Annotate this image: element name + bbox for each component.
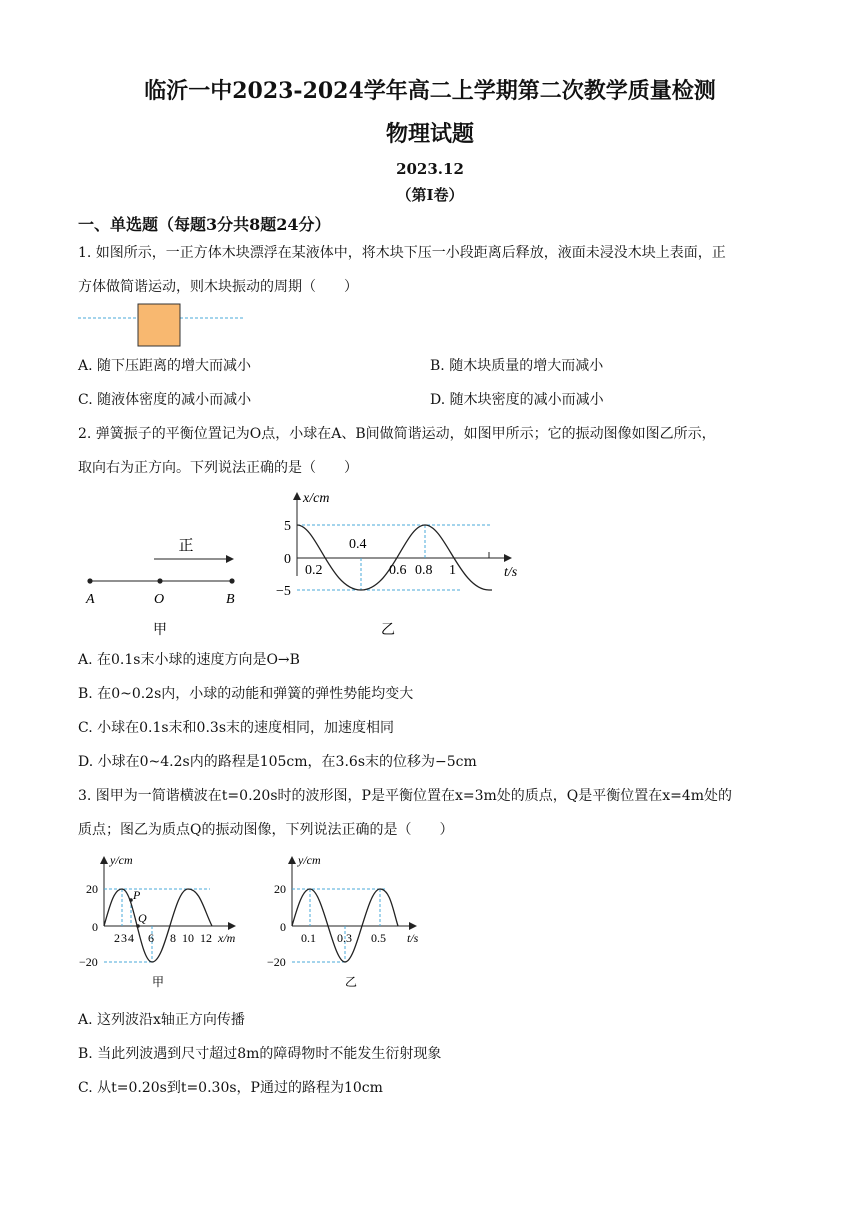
point-label-a: A — [86, 592, 95, 607]
q1-option-b: B. 随木块质量的增大而减小 — [430, 358, 604, 374]
q2-stem-line2: 取向右为正方向。下列说法正确的是（ ） — [78, 460, 358, 476]
x-tick-0-2: 0.2 — [305, 563, 323, 578]
y-axis-label: y/cm — [110, 853, 133, 867]
q3-stem-line2: 质点；图乙为质点Q的振动图像，下列说法正确的是（ ） — [78, 822, 454, 838]
y-tick-0: 0 — [280, 920, 286, 934]
q3-figure-jia — [78, 850, 258, 1000]
q2-figure-jia — [78, 528, 248, 638]
point-label-b: B — [226, 592, 235, 607]
x-tick-0-1: 0.1 — [301, 931, 316, 945]
q1-stem-line2: 方体做简谐运动，则木块振动的周期（ ） — [78, 279, 358, 295]
x-tick-0-4: 0.4 — [349, 537, 367, 552]
q2-option-c: C. 小球在0.1s末和0.3s末的速度相同，加速度相同 — [78, 720, 395, 736]
q2-stem-line1: 2. 弹簧振子的平衡位置记为O点，小球在A、B间做简谐运动，如图甲所示；它的振动图像如图乙所示， — [78, 426, 716, 442]
point-label-q: Q — [138, 911, 147, 925]
q3-option-a: A. 这列波沿x轴正方向传播 — [78, 1012, 245, 1028]
x-tick-0-3: 0.3 — [337, 931, 352, 945]
q2-figure-yi — [270, 488, 530, 638]
x-tick-0-5: 0.5 — [371, 931, 386, 945]
y-tick-neg5: −5 — [276, 584, 291, 599]
x-tick-0-8: 0.8 — [415, 563, 433, 578]
figure-caption: 甲 — [153, 623, 167, 638]
exam-date: 2023.12 — [396, 160, 464, 178]
direction-label: 正 — [178, 538, 194, 554]
x-tick-6: 6 — [148, 931, 154, 945]
x-tick-4: 4 — [128, 931, 134, 945]
y-axis-label: y/cm — [298, 853, 321, 867]
x-tick-10: 10 — [182, 931, 194, 945]
x-tick-1: 1 — [449, 563, 456, 578]
volume-label: （第Ⅰ卷） — [396, 186, 464, 204]
x-tick-12: 12 — [200, 931, 212, 945]
x-tick-8: 8 — [170, 931, 176, 945]
q2-option-d: D. 小球在0~4.2s内的路程是105cm，在3.6s末的位移为−5cm — [78, 754, 477, 770]
subject-title: 物理试题 — [385, 121, 474, 147]
x-axis-label: x/m — [218, 931, 236, 945]
figure-caption: 甲 — [151, 975, 165, 989]
y-tick-20: 20 — [86, 882, 98, 896]
y-tick-0: 0 — [92, 920, 98, 934]
exam-title: 临沂一中2023-2024学年高二上学期第二次教学质量检测 — [144, 78, 716, 104]
figure-caption: 乙 — [381, 623, 395, 638]
x-axis-label: t/s — [504, 565, 518, 580]
x-tick-0-6: 0.6 — [389, 563, 407, 578]
q1-stem-line1: 1. 如图所示，一正方体木块漂浮在某液体中，将木块下压一小段距离后释放，液面未浸没木块上表面，正 — [78, 245, 726, 261]
x-tick-3: 3 — [121, 931, 127, 945]
point-label-p: P — [133, 888, 141, 902]
x-axis-label: t/s — [407, 931, 419, 945]
y-tick-neg20: −20 — [267, 955, 286, 969]
q3-option-b: B. 当此列波遇到尺寸超过8m的障碍物时不能发生衍射现象 — [78, 1046, 442, 1062]
q3-stem-line1: 3. 图甲为一简谐横波在t=0.20s时的波形图，P是平衡位置在x=3m处的质点，Q是平衡位置在x=4m处的 — [78, 788, 733, 804]
y-axis-label: x/cm — [303, 491, 330, 506]
y-tick-5: 5 — [284, 519, 291, 534]
point-label-o: O — [154, 592, 165, 607]
q1-option-d: D. 随木块密度的减小而减小 — [430, 392, 604, 408]
q2-option-a: A. 在0.1s末小球的速度方向是O→B — [78, 652, 300, 668]
q1-option-a: A. 随下压距离的增大而减小 — [78, 358, 252, 374]
figure-caption: 乙 — [344, 975, 358, 989]
y-tick-20: 20 — [274, 882, 286, 896]
q3-figure-yi — [265, 850, 445, 1000]
q1-figure — [76, 300, 251, 350]
q2-option-b: B. 在0~0.2s内，小球的动能和弹簧的弹性势能均变大 — [78, 686, 414, 702]
q1-option-c: C. 随液体密度的减小而减小 — [78, 392, 252, 408]
y-tick-neg20: −20 — [79, 955, 98, 969]
y-tick-0: 0 — [284, 552, 291, 567]
q3-option-c: C. 从t=0.20s到t=0.30s，P通过的路程为10cm — [78, 1080, 383, 1096]
x-tick-2: 2 — [114, 931, 120, 945]
wood-block — [138, 304, 180, 346]
section-heading: 一、单选题（每题3分共8题24分） — [78, 215, 331, 234]
